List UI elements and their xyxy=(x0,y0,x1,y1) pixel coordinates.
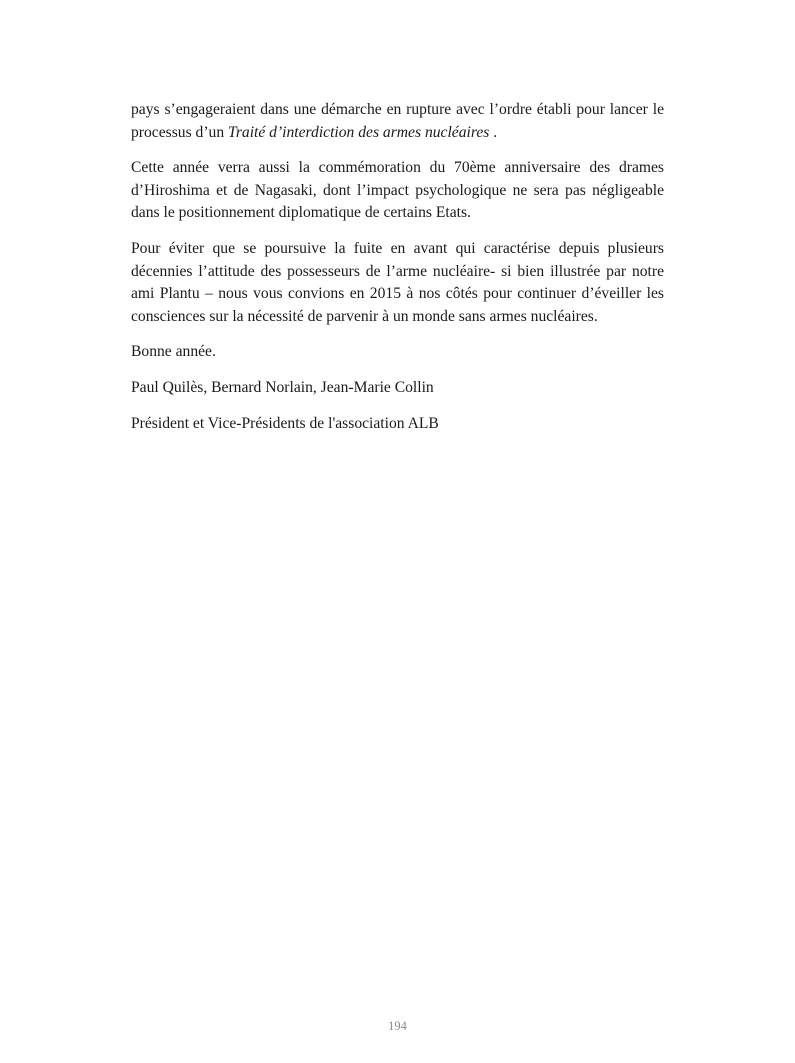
page-number: 194 xyxy=(388,1019,407,1033)
body-text xyxy=(131,99,664,448)
paragraph-treaty-end: . xyxy=(489,123,498,141)
treaty-name: Traité d’interdiction des armes nucléaires xyxy=(228,123,490,141)
greeting: Bonne année. xyxy=(131,343,216,361)
signatory-titles: Président et Vice-Présidents de l'association ALB xyxy=(131,414,439,432)
paragraph-treaty xyxy=(131,99,664,144)
paragraph-treaty-text: pays s’engageraient dans une démarche en rupture avec l’ordre établi pour lancer le processus d’un xyxy=(131,101,664,141)
signatories: Paul Quilès, Bernard Norlain, Jean-Marie Collin xyxy=(131,378,434,396)
paragraph-call-to-action: Pour éviter que se poursuive la fuite en avant qui caractérise depuis plusieurs décennies l’attitude des possesseurs de l’arme nucléaire- si bien illustrée par notre ami Plantu – nous vous convions en 2015 à nos côtés pour continuer d’éveiller les consciences sur la nécessité de parvenir à un monde sans armes nucléaires. xyxy=(131,239,664,325)
paragraph-commemoration: Cette année verra aussi la commémoration du 70ème anniversaire des drames d’Hiroshima et de Nagasaki, dont l’impact psychologique ne sera pas négligeable dans le positionnement diplomatique de certains Etats. xyxy=(131,159,664,222)
